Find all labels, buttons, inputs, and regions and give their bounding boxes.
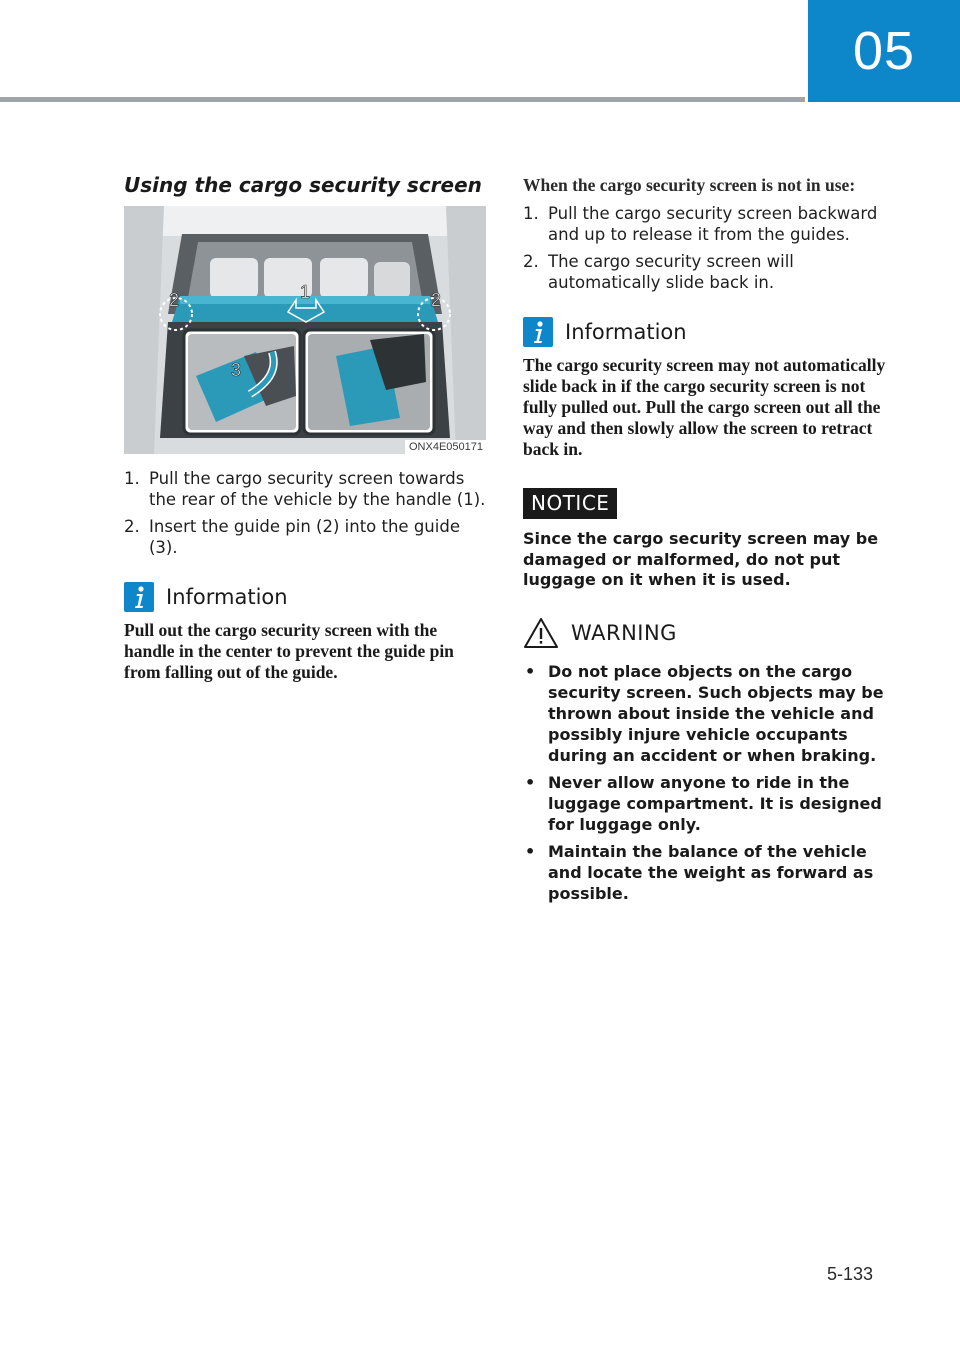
list-item <box>523 203 893 245</box>
step-number: 2. <box>523 252 539 271</box>
chapter-number: 05 <box>852 21 916 81</box>
callout-3: 3 <box>230 360 242 380</box>
step-text: Pull the cargo security screen towards the rear of the vehicle by the handle (1). <box>149 469 486 509</box>
warning-icon <box>523 617 559 649</box>
list-item <box>124 468 490 510</box>
step-number: 1. <box>523 204 539 223</box>
info-title: Information <box>166 585 288 609</box>
cargo-screen-illustration <box>124 206 486 454</box>
bullet-glyph: • <box>525 772 536 792</box>
step-text: The cargo security screen will automatically slide back in. <box>548 252 794 292</box>
info-header <box>124 582 490 612</box>
warning-header <box>523 617 893 649</box>
warning-item-text: Never allow anyone to ride in the luggage compartment. It is designed for luggage only. <box>548 772 882 834</box>
warning-title: WARNING <box>571 620 677 645</box>
info-header <box>523 317 893 347</box>
cargo-screen-drawing <box>124 206 486 454</box>
chapter-tab <box>808 0 960 102</box>
figure-code: ONX4E050171 <box>405 440 486 454</box>
warning-item-text: Do not place objects on the cargo security screen. Such objects may be thrown about inside the vehicle and possibly injure vehicle occupants during an accident or when braking. <box>548 661 884 765</box>
list-item <box>523 251 893 293</box>
header-rule <box>0 97 805 102</box>
info-title: Information <box>565 320 687 344</box>
callout-1: 1 <box>299 282 311 302</box>
left-column <box>124 172 490 683</box>
callout-2-right: 2 <box>430 290 442 310</box>
step-number: 1. <box>124 469 140 488</box>
info-icon <box>124 582 154 612</box>
right-column <box>523 175 893 910</box>
left-steps <box>124 468 490 558</box>
list-item <box>124 516 490 558</box>
step-text: Insert the guide pin (2) into the guide (3). <box>149 517 460 557</box>
right-steps <box>523 203 893 293</box>
page-number: 5-133 <box>827 1264 874 1284</box>
warning-list <box>523 661 893 904</box>
info-text: Pull out the cargo security screen with the handle in the center to prevent the guide pin from falling out of the guide. <box>124 620 454 682</box>
step-text: Pull the cargo security screen backward and up to release it from the guides. <box>548 204 878 244</box>
step-number: 2. <box>124 517 140 536</box>
warning-item-text: Maintain the balance of the vehicle and locate the weight as forward as possible. <box>548 841 874 903</box>
subheading: When the cargo security screen is not in use: <box>523 175 856 195</box>
list-item <box>523 661 893 766</box>
notice-label: NOTICE <box>523 488 617 519</box>
info-text: The cargo security screen may not automatically slide back in if the cargo security screen is not fully pulled out. Pull the cargo screen out all the way and then slowly allow the screen to retract back in. <box>523 355 886 459</box>
callout-2-left: 2 <box>168 290 180 310</box>
bullet-glyph: • <box>525 661 536 681</box>
list-item <box>523 841 893 904</box>
list-item <box>523 772 893 835</box>
info-icon <box>523 317 553 347</box>
notice-text: Since the cargo security screen may be damaged or malformed, do not put luggage on it when it is used. <box>523 529 879 589</box>
bullet-glyph: • <box>525 841 536 861</box>
section-title: Using the cargo security screen <box>124 173 482 197</box>
